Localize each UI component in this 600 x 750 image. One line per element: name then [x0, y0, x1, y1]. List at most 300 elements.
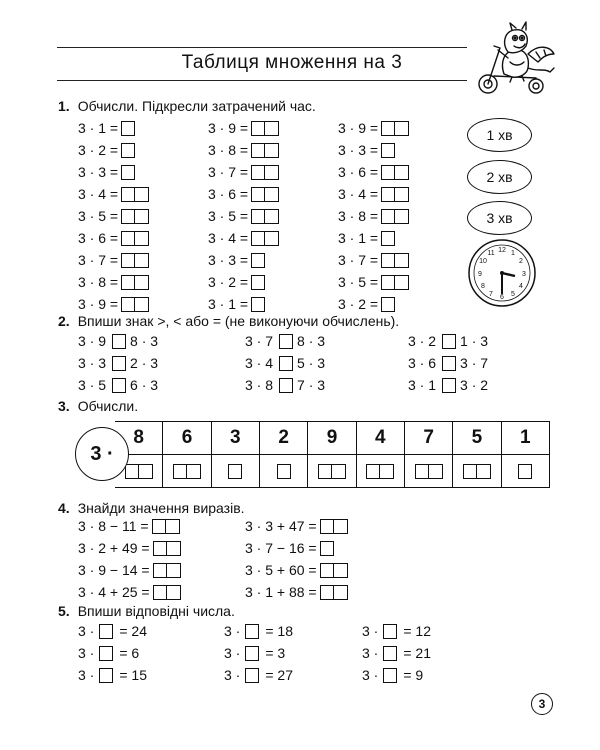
answer-box[interactable] — [251, 297, 265, 312]
equation-row — [208, 251, 265, 269]
answer-box[interactable] — [277, 464, 291, 479]
equation-text: 3 · 2 = — [338, 296, 379, 312]
answer-boxes[interactable] — [121, 187, 149, 202]
fill-in-row — [224, 622, 293, 640]
comparison-left: 3 · 6 — [408, 355, 437, 371]
equation-row — [78, 251, 149, 269]
expression-row — [245, 539, 334, 557]
equation-row — [338, 141, 395, 159]
comparison-row — [408, 354, 488, 372]
strip-number: 9 — [308, 422, 355, 455]
equation-row — [208, 273, 265, 291]
answer-boxes[interactable] — [366, 464, 394, 479]
answer-box[interactable] — [395, 165, 409, 180]
equation-text: 3 · 2 = — [208, 274, 249, 290]
equation-text: 3 · 9 = — [78, 296, 119, 312]
expression-row — [78, 583, 181, 601]
strip-number: 7 — [405, 422, 452, 455]
answer-box[interactable] — [251, 275, 265, 290]
fill-in-prefix: 3 · — [224, 667, 241, 683]
answer-box[interactable] — [167, 585, 181, 600]
answer-box[interactable] — [135, 253, 149, 268]
answer-boxes[interactable] — [415, 464, 443, 479]
missing-factor-box[interactable] — [245, 624, 259, 639]
answer-box[interactable] — [518, 464, 532, 479]
answer-boxes[interactable] — [251, 143, 279, 158]
equation-text: 3 · 8 = — [338, 208, 379, 224]
answer-box[interactable] — [395, 121, 409, 136]
answer-box[interactable] — [135, 231, 149, 246]
answer-boxes[interactable] — [251, 209, 279, 224]
answer-box[interactable] — [153, 541, 167, 556]
answer-boxes[interactable] — [121, 297, 149, 312]
comparison-right: 8 · 3 — [130, 333, 159, 349]
answer-box[interactable] — [135, 187, 149, 202]
missing-factor-box[interactable] — [383, 668, 397, 683]
task-2-instruction: Впиши знак >, < або = (не виконуючи обчислень). — [77, 313, 400, 329]
answer-box[interactable] — [366, 464, 380, 479]
equation-text: 3 · 2 = — [78, 142, 119, 158]
answer-boxes[interactable] — [251, 165, 279, 180]
answer-box[interactable] — [166, 519, 180, 534]
sign-box[interactable] — [279, 356, 293, 371]
equation-text: 3 · 1 = — [78, 120, 119, 136]
equation-row — [208, 141, 279, 159]
expression-row — [245, 517, 348, 535]
svg-text:11: 11 — [487, 250, 495, 257]
comparison-right: 1 · 3 — [460, 333, 489, 349]
answer-box[interactable] — [381, 231, 395, 246]
equation-row — [338, 163, 409, 181]
answer-box[interactable] — [381, 165, 395, 180]
strip-column — [404, 422, 452, 487]
svg-text:1: 1 — [511, 250, 515, 257]
answer-box[interactable] — [265, 187, 279, 202]
answer-box[interactable] — [121, 209, 135, 224]
svg-text:7: 7 — [489, 291, 493, 298]
answer-box[interactable] — [251, 187, 265, 202]
answer-box[interactable] — [380, 464, 394, 479]
answer-box[interactable] — [173, 464, 187, 479]
answer-box[interactable] — [251, 143, 265, 158]
answer-boxes[interactable] — [320, 585, 348, 600]
equation-text: 3 · 6 = — [338, 164, 379, 180]
strip-answer — [502, 455, 549, 487]
equation-text: 3 · 4 = — [78, 186, 119, 202]
sign-box[interactable] — [279, 378, 293, 393]
comparison-left: 3 · 3 — [78, 355, 107, 371]
answer-box[interactable] — [251, 121, 265, 136]
fill-in-suffix: = 21 — [403, 645, 431, 661]
answer-box[interactable] — [121, 187, 135, 202]
equation-row — [338, 295, 395, 313]
comparison-row — [78, 376, 158, 394]
answer-boxes[interactable] — [125, 464, 153, 479]
fill-in-suffix: = 12 — [403, 623, 431, 639]
answer-boxes[interactable] — [251, 187, 279, 202]
answer-box[interactable] — [251, 231, 265, 246]
answer-box[interactable] — [135, 297, 149, 312]
equation-text: 3 · 7 = — [78, 252, 119, 268]
answer-box[interactable] — [265, 143, 279, 158]
equation-row — [208, 185, 279, 203]
answer-boxes[interactable] — [153, 563, 181, 578]
answer-boxes[interactable] — [251, 275, 265, 290]
strip-column — [307, 422, 355, 487]
fill-in-prefix: 3 · — [362, 667, 379, 683]
fill-in-suffix: = 24 — [119, 623, 147, 639]
expression-text: 3 · 3 + 47 = — [245, 518, 317, 534]
expression-row — [78, 517, 180, 535]
answer-box[interactable] — [167, 541, 181, 556]
missing-factor-box[interactable] — [99, 624, 113, 639]
answer-box[interactable] — [153, 585, 167, 600]
answer-boxes[interactable] — [251, 121, 279, 136]
fill-in-prefix: 3 · — [224, 623, 241, 639]
sign-box[interactable] — [442, 378, 456, 393]
equation-text: 3 · 4 = — [338, 186, 379, 202]
answer-box[interactable] — [121, 275, 135, 290]
answer-box[interactable] — [265, 165, 279, 180]
answer-box[interactable] — [265, 121, 279, 136]
svg-text:6: 6 — [500, 294, 504, 301]
answer-box[interactable] — [121, 121, 135, 136]
strip-number: 2 — [260, 422, 307, 455]
sign-box[interactable] — [112, 334, 126, 349]
answer-box[interactable] — [381, 275, 395, 290]
comparison-right: 5 · 3 — [297, 355, 326, 371]
equation-row — [78, 119, 135, 137]
sign-box[interactable] — [112, 356, 126, 371]
answer-box[interactable] — [381, 209, 395, 224]
fill-in-prefix: 3 · — [78, 667, 95, 683]
answer-boxes[interactable] — [121, 121, 135, 136]
fill-in-prefix: 3 · — [362, 623, 379, 639]
answer-box[interactable] — [395, 275, 409, 290]
fill-in-prefix: 3 · — [224, 645, 241, 661]
answer-box[interactable] — [429, 464, 443, 479]
fill-in-suffix: = 3 — [265, 645, 286, 661]
answer-boxes[interactable] — [153, 541, 181, 556]
answer-box[interactable] — [320, 563, 334, 578]
answer-box[interactable] — [334, 563, 348, 578]
strip-column — [356, 422, 404, 487]
equation-row — [338, 119, 409, 137]
expression-row — [78, 539, 181, 557]
answer-box[interactable] — [265, 231, 279, 246]
comparison-row — [408, 332, 488, 350]
comparison-row — [245, 332, 325, 350]
comparison-row — [245, 376, 325, 394]
fill-in-suffix: = 9 — [403, 667, 424, 683]
comparison-right: 7 · 3 — [297, 377, 326, 393]
sign-box[interactable] — [279, 334, 293, 349]
clock-icon — [467, 238, 537, 308]
answer-box[interactable] — [477, 464, 491, 479]
task-4-instruction: Знайди значення виразів. — [77, 500, 245, 516]
svg-text:10: 10 — [479, 258, 487, 265]
task-2-number: 2. — [58, 313, 70, 329]
comparison-left: 3 · 2 — [408, 333, 437, 349]
expression-text: 3 · 7 − 16 = — [245, 540, 317, 556]
time-option-3[interactable]: 3 хв — [467, 201, 532, 235]
expression-text: 3 · 5 + 60 = — [245, 562, 317, 578]
answer-box[interactable] — [187, 464, 201, 479]
expression-text: 3 · 9 − 14 = — [78, 562, 150, 578]
page-number: 3 — [531, 693, 553, 715]
comparison-left: 3 · 8 — [245, 377, 274, 393]
comparison-row — [78, 354, 158, 372]
task-4-heading — [58, 500, 245, 516]
answer-boxes[interactable] — [152, 519, 180, 534]
svg-text:4: 4 — [519, 283, 523, 290]
comparison-right: 3 · 2 — [460, 377, 489, 393]
strip-column — [162, 422, 210, 487]
answer-box[interactable] — [167, 563, 181, 578]
answer-boxes[interactable] — [381, 253, 409, 268]
equation-row — [208, 295, 265, 313]
answer-box[interactable] — [139, 464, 153, 479]
answer-box[interactable] — [381, 187, 395, 202]
answer-boxes[interactable] — [121, 165, 135, 180]
fill-in-suffix: = 27 — [265, 667, 293, 683]
header-rule-bottom — [57, 80, 467, 81]
answer-box[interactable] — [320, 541, 334, 556]
strip-column — [452, 422, 500, 487]
equation-text: 3 · 5 = — [338, 274, 379, 290]
answer-box[interactable] — [251, 253, 265, 268]
fill-in-suffix: = 15 — [119, 667, 147, 683]
svg-text:9: 9 — [478, 271, 482, 278]
answer-boxes[interactable] — [121, 209, 149, 224]
fill-in-row — [362, 622, 431, 640]
answer-box[interactable] — [381, 121, 395, 136]
task-5-number: 5. — [58, 603, 70, 619]
strip-column — [259, 422, 307, 487]
answer-box[interactable] — [318, 464, 332, 479]
answer-boxes[interactable] — [381, 231, 395, 246]
answer-box[interactable] — [125, 464, 139, 479]
equation-row — [208, 229, 279, 247]
equation-text: 3 · 4 = — [208, 230, 249, 246]
time-option-1[interactable]: 1 хв — [467, 118, 532, 152]
task-5-heading — [58, 603, 235, 619]
task-1-heading — [58, 98, 316, 114]
sign-box[interactable] — [442, 356, 456, 371]
strip-answer — [357, 455, 404, 487]
answer-box[interactable] — [334, 519, 348, 534]
equation-text: 3 · 5 = — [78, 208, 119, 224]
equation-row — [78, 295, 149, 313]
expression-text: 3 · 1 + 88 = — [245, 584, 317, 600]
dragon-scooter-illustration — [470, 18, 558, 100]
answer-boxes[interactable] — [251, 231, 279, 246]
missing-factor-box[interactable] — [383, 624, 397, 639]
answer-box[interactable] — [135, 209, 149, 224]
answer-boxes[interactable] — [251, 297, 265, 312]
answer-boxes[interactable] — [121, 253, 149, 268]
equation-row — [338, 207, 409, 225]
answer-box[interactable] — [395, 253, 409, 268]
answer-boxes[interactable] — [381, 187, 409, 202]
answer-box[interactable] — [381, 297, 395, 312]
missing-factor-box[interactable] — [245, 646, 259, 661]
equation-text: 3 · 9 = — [208, 120, 249, 136]
answer-box[interactable] — [332, 464, 346, 479]
answer-boxes[interactable] — [228, 464, 242, 479]
fill-in-suffix: = 6 — [119, 645, 140, 661]
task-5-instruction: Впиши відповідні числа. — [77, 603, 235, 619]
equation-text: 3 · 3 = — [338, 142, 379, 158]
equation-text: 3 · 7 = — [338, 252, 379, 268]
answer-boxes[interactable] — [173, 464, 201, 479]
answer-box[interactable] — [320, 585, 334, 600]
equation-text: 3 · 5 = — [208, 208, 249, 224]
missing-factor-box[interactable] — [383, 646, 397, 661]
answer-boxes[interactable] — [381, 143, 395, 158]
missing-factor-box[interactable] — [99, 668, 113, 683]
sign-box[interactable] — [442, 334, 456, 349]
answer-boxes[interactable] — [121, 143, 135, 158]
answer-box[interactable] — [415, 464, 429, 479]
equation-row — [338, 185, 409, 203]
answer-box[interactable] — [320, 519, 334, 534]
strip-number: 5 — [453, 422, 500, 455]
answer-box[interactable] — [334, 585, 348, 600]
fill-in-row — [78, 644, 139, 662]
answer-boxes[interactable] — [463, 464, 491, 479]
answer-box[interactable] — [395, 187, 409, 202]
equation-text: 3 · 6 = — [208, 186, 249, 202]
answer-box[interactable] — [463, 464, 477, 479]
equation-text: 3 · 3 = — [208, 252, 249, 268]
answer-boxes[interactable] — [277, 464, 291, 479]
svg-text:12: 12 — [498, 247, 506, 254]
fill-in-suffix: = 18 — [265, 623, 293, 639]
comparison-right: 6 · 3 — [130, 377, 159, 393]
answer-box[interactable] — [228, 464, 242, 479]
answer-box[interactable] — [152, 519, 166, 534]
equation-row — [78, 141, 135, 159]
answer-box[interactable] — [251, 209, 265, 224]
fill-in-prefix: 3 · — [78, 623, 95, 639]
answer-box[interactable] — [251, 165, 265, 180]
comparison-row — [78, 332, 158, 350]
equation-row — [338, 251, 409, 269]
comparison-left: 3 · 4 — [245, 355, 274, 371]
answer-boxes[interactable] — [121, 275, 149, 290]
multiplier-circle: 3 · — [75, 427, 129, 481]
strip-column — [211, 422, 259, 487]
answer-box[interactable] — [121, 143, 135, 158]
comparison-row — [245, 354, 325, 372]
answer-boxes[interactable] — [381, 121, 409, 136]
fill-in-row — [362, 666, 423, 684]
equation-row — [338, 229, 395, 247]
comparison-right: 8 · 3 — [297, 333, 326, 349]
equation-row — [78, 273, 149, 291]
answer-boxes[interactable] — [381, 165, 409, 180]
answer-boxes[interactable] — [381, 297, 395, 312]
svg-text:2: 2 — [519, 258, 523, 265]
strip-answer — [163, 455, 210, 487]
equation-text: 3 · 9 = — [338, 120, 379, 136]
missing-factor-box[interactable] — [99, 646, 113, 661]
comparison-left: 3 · 1 — [408, 377, 437, 393]
fill-in-row — [78, 622, 147, 640]
time-option-2[interactable]: 2 хв — [467, 160, 532, 194]
task-1-instruction: Обчисли. Підкресли затрачений час. — [77, 98, 316, 114]
equation-text: 3 · 6 = — [78, 230, 119, 246]
comparison-right: 2 · 3 — [130, 355, 159, 371]
expression-text: 3 · 8 − 11 = — [78, 518, 149, 534]
answer-box[interactable] — [381, 253, 395, 268]
comparison-row — [408, 376, 488, 394]
answer-boxes[interactable] — [518, 464, 532, 479]
answer-box[interactable] — [395, 209, 409, 224]
expression-text: 3 · 2 + 49 = — [78, 540, 150, 556]
equation-row — [78, 185, 149, 203]
equation-text: 3 · 1 = — [338, 230, 379, 246]
fill-in-row — [224, 666, 293, 684]
comparison-left: 3 · 7 — [245, 333, 274, 349]
answer-box[interactable] — [121, 253, 135, 268]
answer-box[interactable] — [135, 275, 149, 290]
page-title: Таблиця множення на 3 — [181, 52, 403, 73]
answer-boxes[interactable] — [320, 541, 334, 556]
equation-text: 3 · 7 = — [208, 164, 249, 180]
svg-text:8: 8 — [481, 283, 485, 290]
answer-boxes[interactable] — [381, 275, 409, 290]
strip-number: 1 — [502, 422, 549, 455]
task-3-instruction: Обчисли. — [77, 398, 139, 414]
fill-in-prefix: 3 · — [362, 645, 379, 661]
expression-row — [245, 561, 348, 579]
expression-row — [245, 583, 348, 601]
expression-row — [78, 561, 181, 579]
equation-text: 3 · 8 = — [208, 142, 249, 158]
answer-boxes[interactable] — [251, 253, 265, 268]
answer-boxes[interactable] — [381, 209, 409, 224]
task-2-heading — [58, 313, 399, 329]
answer-boxes[interactable] — [318, 464, 346, 479]
answer-boxes[interactable] — [153, 585, 181, 600]
answer-box[interactable] — [265, 209, 279, 224]
strip-answer — [308, 455, 355, 487]
task-3-number: 3. — [58, 398, 70, 414]
equation-row — [338, 273, 409, 291]
answer-boxes[interactable] — [121, 231, 149, 246]
answer-box[interactable] — [153, 563, 167, 578]
answer-boxes[interactable] — [320, 563, 348, 578]
strip-number: 4 — [357, 422, 404, 455]
answer-boxes[interactable] — [320, 519, 348, 534]
missing-factor-box[interactable] — [245, 668, 259, 683]
strip-cells — [115, 421, 550, 488]
answer-box[interactable] — [121, 297, 135, 312]
strip-column — [501, 422, 549, 487]
answer-box[interactable] — [121, 231, 135, 246]
strip-answer — [212, 455, 259, 487]
strip-answer — [453, 455, 500, 487]
equation-row — [208, 163, 279, 181]
equation-row — [78, 229, 149, 247]
sign-box[interactable] — [112, 378, 126, 393]
answer-box[interactable] — [381, 143, 395, 158]
answer-box[interactable] — [121, 165, 135, 180]
strip-number: 6 — [163, 422, 210, 455]
task-4-number: 4. — [58, 500, 70, 516]
